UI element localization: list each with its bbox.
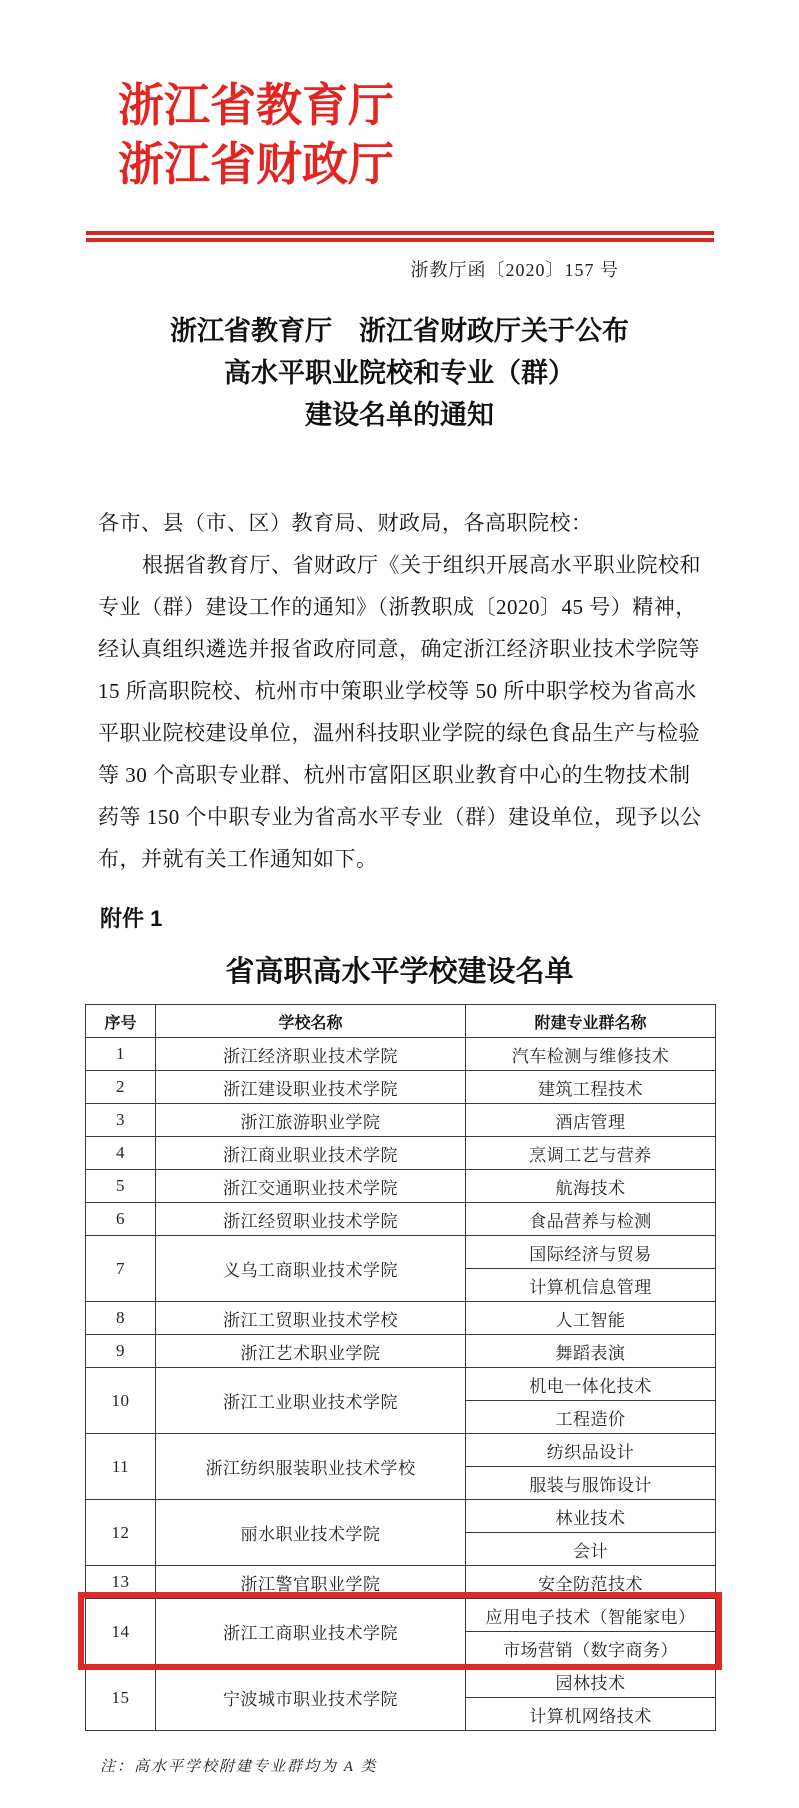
specialty-group: 会计: [466, 1533, 716, 1566]
specialty-group: 服装与服饰设计: [466, 1467, 716, 1500]
row-number: 15: [86, 1665, 156, 1731]
salutation: 各市、县（市、区）教育局、财政局，各高职院校：: [98, 511, 593, 535]
table-row: [86, 1236, 716, 1269]
paragraph-line: 等 30 个高职专业群、杭州市富阳区职业教育中心的生物技术制: [98, 763, 691, 787]
letterhead: [118, 76, 588, 194]
school-name: 义乌工商职业技术学院: [156, 1236, 466, 1302]
specialty-group: 舞蹈表演: [466, 1335, 716, 1368]
document-number: 浙教厅函〔2020〕157 号: [410, 260, 619, 280]
specialty-group: 酒店管理: [466, 1104, 716, 1137]
table-row: [86, 1071, 716, 1104]
document-title-line3: 建设名单的通知: [305, 400, 494, 430]
table-header-row: [86, 1005, 716, 1038]
school-name: 浙江工商职业技术学院: [156, 1599, 466, 1665]
table-row: [86, 1335, 716, 1368]
table-row: [86, 1302, 716, 1335]
row-number: 11: [86, 1434, 156, 1500]
letterhead-line-finance: 浙江省财政厅: [118, 139, 394, 190]
row-number: 13: [86, 1566, 156, 1599]
specialty-group: 林业技术: [466, 1500, 716, 1533]
document-title: [0, 310, 799, 436]
table-row: [86, 1434, 716, 1467]
school-name: 浙江经济职业技术学院: [156, 1038, 466, 1071]
table-row: [86, 1566, 716, 1599]
school-name: 宁波城市职业技术学院: [156, 1665, 466, 1731]
header-group: 附建专业群名称: [466, 1005, 716, 1038]
document-title-line1: 浙江省教育厅 浙江省财政厅关于公布: [170, 316, 629, 346]
footnote: 注：高水平学校附建专业群均为 A 类: [100, 1759, 378, 1775]
row-number: 6: [86, 1203, 156, 1236]
specialty-group: 机电一体化技术: [466, 1368, 716, 1401]
header-no: 序号: [86, 1005, 156, 1038]
row-number: 14: [86, 1599, 156, 1665]
row-number: 10: [86, 1368, 156, 1434]
table-row: [86, 1137, 716, 1170]
row-number: 12: [86, 1500, 156, 1566]
table-row: [86, 1038, 716, 1071]
row-number: 8: [86, 1302, 156, 1335]
document-title-line2: 高水平职业院校和专业（群）: [224, 358, 575, 388]
paragraph-line: 布，并就有关工作通知如下。: [98, 847, 378, 871]
paragraph-line: 根据省教育厅、省财政厅《关于组织开展高水平职业院校和: [142, 553, 701, 577]
body-text: [98, 502, 713, 880]
specialty-group: 人工智能: [466, 1302, 716, 1335]
specialty-group: 国际经济与贸易: [466, 1236, 716, 1269]
table-row: [86, 1203, 716, 1236]
table-row: [86, 1500, 716, 1533]
school-name: 浙江商业职业技术学院: [156, 1137, 466, 1170]
table-row: [86, 1368, 716, 1401]
paragraph-line: 15 所高职院校、杭州市中策职业学校等 50 所中职学校为省高水: [98, 679, 697, 703]
school-name: 浙江交通职业技术学院: [156, 1170, 466, 1203]
school-name: 浙江纺织服装职业技术学校: [156, 1434, 466, 1500]
school-name: 浙江工贸职业技术学校: [156, 1302, 466, 1335]
school-name: 浙江工业职业技术学院: [156, 1368, 466, 1434]
row-number: 2: [86, 1071, 156, 1104]
specialty-group: 园林技术: [466, 1665, 716, 1698]
specialty-group: 汽车检测与维修技术: [466, 1038, 716, 1071]
specialty-group: 食品营养与检测: [466, 1203, 716, 1236]
header-school: 学校名称: [156, 1005, 466, 1038]
table-title: 省高职高水平学校建设名单: [225, 956, 574, 988]
letterhead-line-education: 浙江省教育厅: [118, 80, 394, 131]
row-number: 1: [86, 1038, 156, 1071]
specialty-group: 工程造价: [466, 1401, 716, 1434]
paragraph-line: 经认真组织遴选并报省政府同意，确定浙江经济职业技术学院等: [98, 637, 700, 661]
school-name: 浙江旅游职业学院: [156, 1104, 466, 1137]
roster-table-container: [85, 1004, 715, 1731]
specialty-group: 市场营销（数字商务）: [466, 1632, 716, 1665]
row-number: 3: [86, 1104, 156, 1137]
specialty-group: 建筑工程技术: [466, 1071, 716, 1104]
table-row: [86, 1665, 716, 1698]
table-row-highlighted: [86, 1599, 716, 1632]
specialty-group: 安全防范技术: [466, 1566, 716, 1599]
roster-table: [85, 1004, 716, 1731]
specialty-group: 计算机网络技术: [466, 1698, 716, 1731]
school-name: 丽水职业技术学院: [156, 1500, 466, 1566]
row-number: 5: [86, 1170, 156, 1203]
specialty-group: 纺织品设计: [466, 1434, 716, 1467]
school-name: 浙江警官职业学院: [156, 1566, 466, 1599]
specialty-group: 航海技术: [466, 1170, 716, 1203]
school-name: 浙江建设职业技术学院: [156, 1071, 466, 1104]
specialty-group: 应用电子技术（智能家电）: [466, 1599, 716, 1632]
paragraph-line: 平职业院校建设单位，温州科技职业学院的绿色食品生产与检验: [98, 721, 700, 745]
specialty-group: 计算机信息管理: [466, 1269, 716, 1302]
paragraph-line: 药等 150 个中职专业为省高水平专业（群）建设单位，现予以公: [98, 805, 702, 829]
school-name: 浙江经贸职业技术学院: [156, 1203, 466, 1236]
attachment-label: 附件 1: [100, 906, 163, 931]
row-number: 4: [86, 1137, 156, 1170]
paragraph-line: 专业（群）建设工作的通知》（浙教职成〔2020〕45 号）精神，: [98, 595, 697, 619]
row-number: 9: [86, 1335, 156, 1368]
row-number: 7: [86, 1236, 156, 1302]
specialty-group: 烹调工艺与营养: [466, 1137, 716, 1170]
table-row: [86, 1104, 716, 1137]
school-name: 浙江艺术职业学院: [156, 1335, 466, 1368]
table-row: [86, 1170, 716, 1203]
letterhead-divider: [86, 231, 714, 242]
